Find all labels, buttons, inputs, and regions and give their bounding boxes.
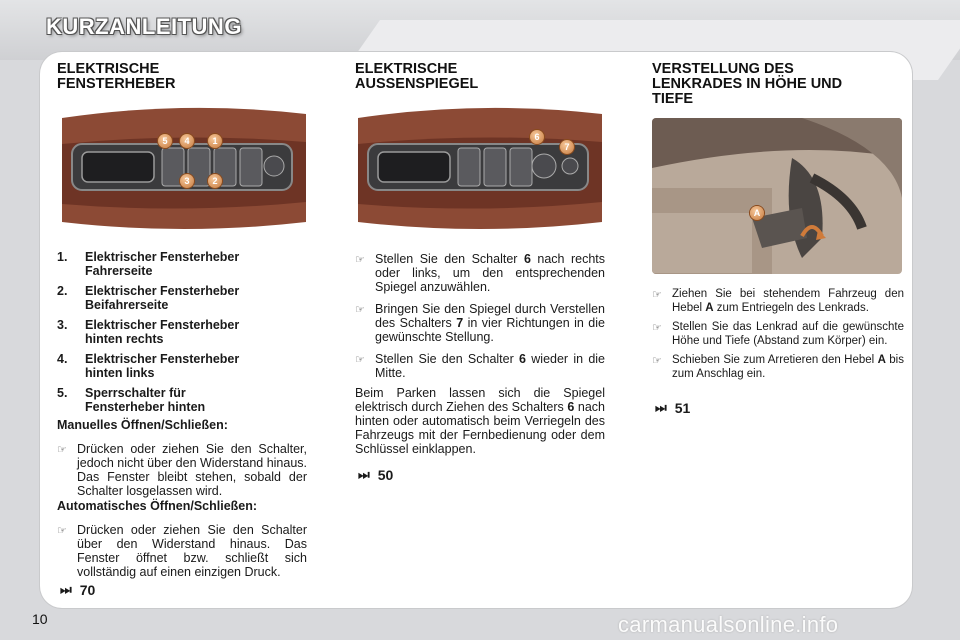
mirror-bullet bbox=[355, 302, 605, 344]
photo-window-switches bbox=[62, 104, 306, 232]
bullet-text bbox=[672, 288, 904, 315]
item-text bbox=[85, 250, 239, 278]
item-number: 3. bbox=[57, 318, 68, 332]
lever-ref: A bbox=[877, 354, 886, 366]
photo-steering-lever bbox=[652, 118, 902, 274]
auto-title: Automatisches Öffnen/Schließen: bbox=[57, 499, 258, 513]
pointing-hand-icon: ☞ bbox=[57, 444, 67, 456]
fast-forward-icon: ⏭ bbox=[358, 467, 370, 482]
text-part: Ziehen Sie bei stehendem Fahrzeug den Hebel bbox=[672, 288, 904, 314]
pointing-hand-icon: ☞ bbox=[355, 254, 365, 266]
fast-forward-icon: ⏭ bbox=[60, 582, 72, 597]
item-line: Elektrischer Fensterheber bbox=[85, 318, 240, 332]
item-line: Fahrerseite bbox=[85, 264, 153, 278]
parking-paragraph bbox=[355, 386, 605, 456]
badge-5: 5 bbox=[158, 134, 172, 148]
item-line: Beifahrerseite bbox=[85, 298, 169, 312]
mirror-instructions bbox=[355, 252, 605, 456]
page-title: KURZANLEITUNG bbox=[46, 14, 242, 39]
badge-2: 2 bbox=[208, 174, 222, 188]
pointing-hand-icon: ☞ bbox=[652, 289, 662, 301]
list-item bbox=[57, 386, 307, 414]
heading-line: AUSSENSPIEGEL bbox=[355, 76, 479, 92]
photo-mirror-switches bbox=[358, 104, 602, 232]
text-part: nach rechts oder links, um den entsprechenden Spiegel anzuwählen. bbox=[375, 252, 606, 294]
list-item bbox=[57, 250, 307, 278]
heading-line: ELEKTRISCHE bbox=[57, 61, 160, 77]
column-steering bbox=[652, 62, 902, 107]
heading-mirrors bbox=[355, 62, 615, 92]
pointing-hand-icon: ☞ bbox=[652, 355, 662, 367]
badge-7: 7 bbox=[560, 140, 574, 154]
heading-line: LENKRADES IN HÖHE UND bbox=[652, 76, 843, 92]
item-text bbox=[85, 284, 239, 312]
lever-ref: A bbox=[705, 301, 714, 314]
item-text bbox=[85, 352, 239, 380]
reference-number: 70 bbox=[79, 582, 96, 598]
bullet-text bbox=[672, 354, 904, 381]
item-text bbox=[85, 386, 205, 414]
text-part: Schieben Sie zum Arretieren den Hebel bbox=[672, 354, 878, 366]
heading-line: FENSTERHEBER bbox=[57, 76, 176, 92]
list-item bbox=[57, 318, 307, 346]
bullet-text bbox=[375, 252, 605, 294]
item-text bbox=[85, 318, 239, 346]
pointing-hand-icon: ☞ bbox=[652, 322, 662, 334]
text-part: Stellen Sie den Schalter bbox=[375, 352, 520, 366]
manual-bullet bbox=[57, 442, 307, 498]
text-part: Stellen Sie den Schalter bbox=[375, 252, 524, 266]
steering-bullet bbox=[652, 354, 904, 381]
pointing-hand-icon: ☞ bbox=[355, 354, 365, 366]
bullet-text bbox=[672, 321, 904, 348]
item-line: Fensterheber hinten bbox=[85, 400, 206, 414]
steering-instructions bbox=[652, 288, 904, 381]
manual-title: Manuelles Öffnen/Schließen: bbox=[57, 418, 228, 432]
heading-window-lifters bbox=[57, 62, 317, 92]
page-reference-70[interactable] bbox=[60, 582, 95, 598]
item-number: 4. bbox=[57, 352, 68, 366]
heading-line: TIEFE bbox=[652, 91, 694, 107]
text-part: Stellen Sie das Lenkrad auf die gewünschte Höhe und Tiefe (Abstand zum Körper) ein. bbox=[672, 321, 904, 347]
bullet-text bbox=[375, 302, 605, 344]
item-line: Elektrischer Fensterheber bbox=[85, 250, 240, 264]
steering-bullet bbox=[652, 321, 904, 348]
pointing-hand-icon: ☞ bbox=[355, 304, 365, 316]
list-item bbox=[57, 352, 307, 380]
auto-text: Drücken oder ziehen Sie den Schalter über den Widerstand hinaus. Das Fenster öffnet bzw. schließt sich vollständig auf einen einzigen Druck. bbox=[77, 523, 307, 579]
fast-forward-icon: ⏭ bbox=[655, 400, 667, 415]
switch-ref: 6 bbox=[567, 400, 575, 414]
list-item bbox=[57, 284, 307, 312]
badge-A: A bbox=[750, 206, 764, 220]
reference-number: 51 bbox=[674, 400, 691, 416]
item-line: Elektrischer Fensterheber bbox=[85, 284, 240, 298]
steering-bullet bbox=[652, 288, 904, 315]
page-reference-51[interactable] bbox=[655, 400, 690, 416]
switch-ref: 7 bbox=[456, 316, 464, 330]
column-mirrors bbox=[355, 62, 615, 92]
badge-6: 6 bbox=[530, 130, 544, 144]
item-line: Sperrschalter für bbox=[85, 386, 186, 400]
manual-text: Drücken oder ziehen Sie den Schalter, jedoch nicht über den Widerstand hinaus. Das Fenster bleibt stehen, sobald der Schalter losgelassen wird. bbox=[77, 442, 308, 498]
item-number: 1. bbox=[57, 250, 68, 264]
text-part: bis zum Anschlag ein. bbox=[672, 354, 904, 380]
text-part: Bringen Sie den Spiegel durch Verstellen des Schalters bbox=[375, 302, 605, 330]
switch-ref: 6 bbox=[519, 352, 526, 366]
text-part: in vier Richtungen in die gewünschte Stellung. bbox=[375, 316, 605, 344]
page-number: 10 bbox=[32, 611, 48, 627]
column-window-lifters bbox=[57, 62, 317, 92]
badge-4: 4 bbox=[180, 134, 194, 148]
heading-steering bbox=[652, 62, 902, 107]
item-number: 5. bbox=[57, 386, 68, 400]
auto-bullet bbox=[57, 523, 307, 579]
badge-1: 1 bbox=[208, 134, 222, 148]
bullet-text bbox=[375, 352, 605, 380]
text-part: nach hinten oder automatisch beim Verriegeln des Fahrzeugs mit der Fernbedienung oder dem Schlüssel einklappen. bbox=[355, 400, 605, 456]
pointing-hand-icon: ☞ bbox=[57, 525, 67, 537]
text-part: Beim Parken lassen sich die Spiegel elektrisch durch Ziehen des Schalters bbox=[355, 386, 605, 414]
mirror-bullet bbox=[355, 252, 605, 294]
item-line: hinten rechts bbox=[85, 332, 164, 346]
item-line: Elektrischer Fensterheber bbox=[85, 352, 240, 366]
manual-section bbox=[57, 418, 307, 498]
auto-section bbox=[57, 499, 307, 579]
badge-3: 3 bbox=[180, 174, 194, 188]
text-part: wieder in die Mitte. bbox=[375, 352, 606, 380]
watermark: carmanualsonline.info bbox=[618, 612, 839, 637]
heading-line: VERSTELLUNG DES bbox=[652, 61, 794, 77]
heading-line: ELEKTRISCHE bbox=[355, 61, 458, 77]
item-line: hinten links bbox=[85, 366, 155, 380]
switch-ref: 6 bbox=[523, 252, 531, 266]
item-number: 2. bbox=[57, 284, 68, 298]
window-lifter-list bbox=[57, 250, 307, 420]
reference-number: 50 bbox=[377, 467, 394, 483]
text-part: zum Entriegeln des Lenkrads. bbox=[713, 301, 869, 314]
page-reference-50[interactable] bbox=[358, 467, 393, 483]
mirror-bullet bbox=[355, 352, 605, 380]
